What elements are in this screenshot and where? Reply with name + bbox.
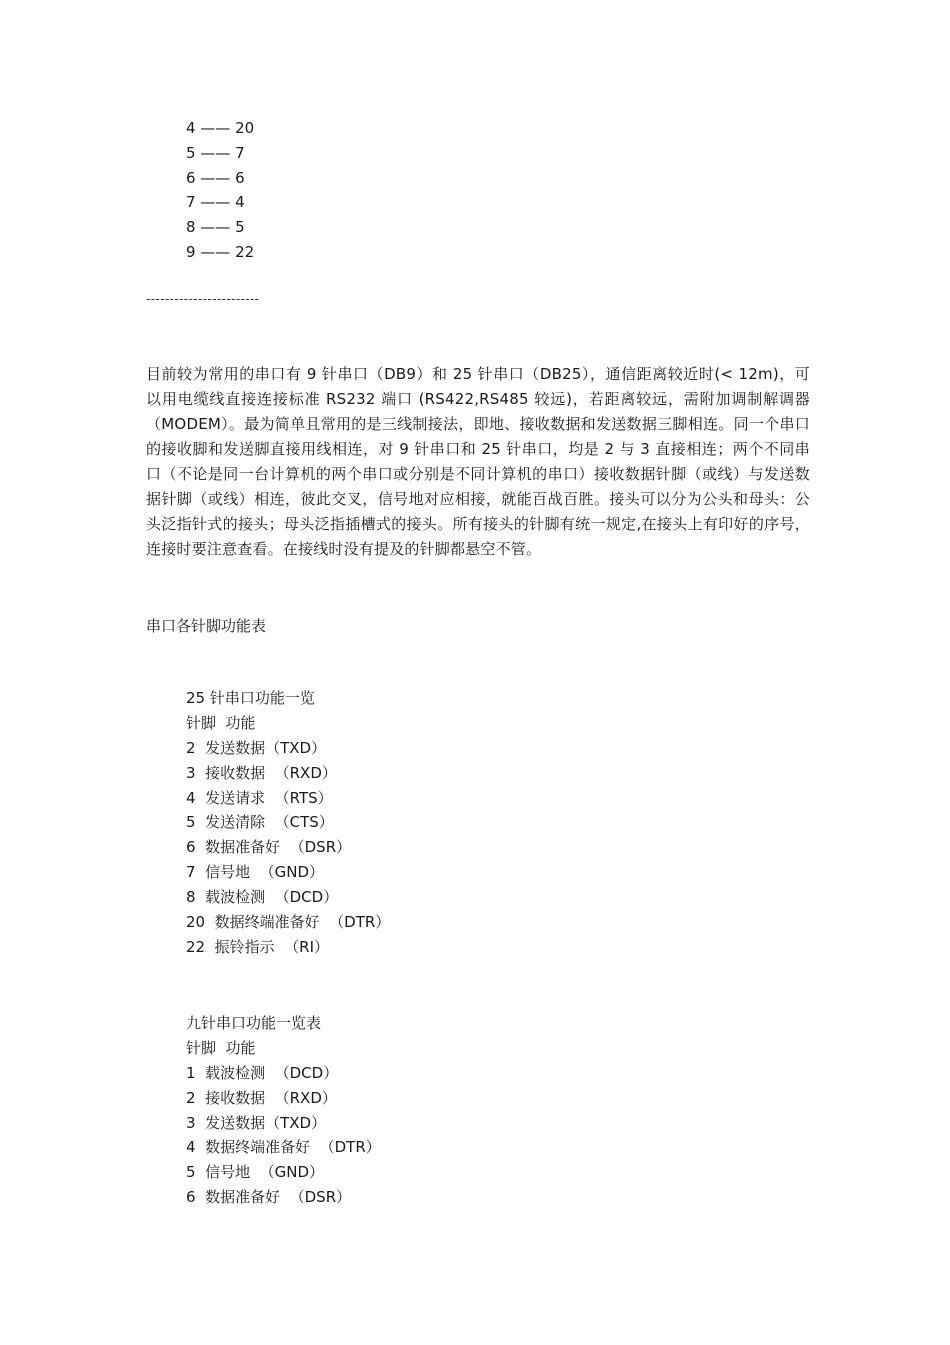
table-row: 1 载波检测 （DCD） [186,1063,339,1082]
table-row: 5 信号地 （GND） [186,1163,325,1182]
pin-mapping-item: 4 —— 20 [186,119,255,137]
table-header: 针脚 功能 [186,1038,256,1057]
pin-table-25 [186,686,390,960]
table-row: 2 接收数据 （RXD） [186,1088,337,1107]
table-row: 7 信号地 （GND） [186,863,325,882]
pin-mapping-list [186,116,254,265]
table-row: 4 数据终端准备好 （DTR） [186,1138,381,1157]
intro-paragraph: 目前较为常用的串口有 9 针串口（DB9）和 25 针串口（DB25），通信距离较近时(< 12m)，可以用电缆线直接连接标准 RS232 端口 (RS422,RS485 较远)，若距离较远，需附加调制解调器（MODEM）。最为简单且常用的是三线制接法，即地、接收数据和发送数据三脚相连。同一个串口的接收脚和发送脚直接用线相连，对 9 针串口和 25 针串口，均是 2 与 3 直接相连；两个不同串口（不论是同一台计算机的两个串口或分别是不同计算机的串口）接收数据针脚（或线）与发送数据针脚（或线）相连，彼此交叉，信号地对应相接，就能百战百胜。接头可以分为公头和母头：公头泛指针式的接头；母头泛指插槽式的接头。所有接头的针脚有统一规定,在接头上有印好的序号，连接时要注意查看。在接线时没有提及的针脚都悬空不管。 [146,365,810,558]
pin-mapping-item: 6 —— 6 [186,168,245,187]
table-header: 针脚 功能 [186,713,256,732]
pin-mapping-item: 8 —— 5 [186,218,245,237]
pin-mapping-item: 5 —— 7 [186,143,245,162]
table-row: 5 发送清除 （CTS） [186,813,334,832]
pin-mapping-item: 9 —— 22 [186,242,255,261]
table-row: 22 振铃指示 （RI） [186,937,330,956]
table-row: 8 载波检测 （DCD） [186,888,339,907]
table-row: 20 数据终端准备好 （DTR） [186,913,391,932]
table-row: 3 接收数据 （RXD） [186,763,337,782]
table-title: 九针串口功能一览表 [186,1014,322,1032]
table-row: 6 数据准备好 （DSR） [186,838,352,857]
section-heading: 串口各针脚功能表 [146,617,267,635]
table-row: 2 发送数据（TXD） [186,738,327,757]
table-title: 25 针串口功能一览 [186,689,315,707]
table-row: 6 数据准备好 （DSR） [186,1188,352,1207]
pin-table-9 [186,1011,381,1210]
pin-mapping-item: 7 —— 4 [186,193,245,212]
table-row: 3 发送数据（TXD） [186,1113,327,1132]
dashed-separator: ------------------------ [146,292,260,306]
table-row: 4 发送请求 （RTS） [186,788,333,807]
